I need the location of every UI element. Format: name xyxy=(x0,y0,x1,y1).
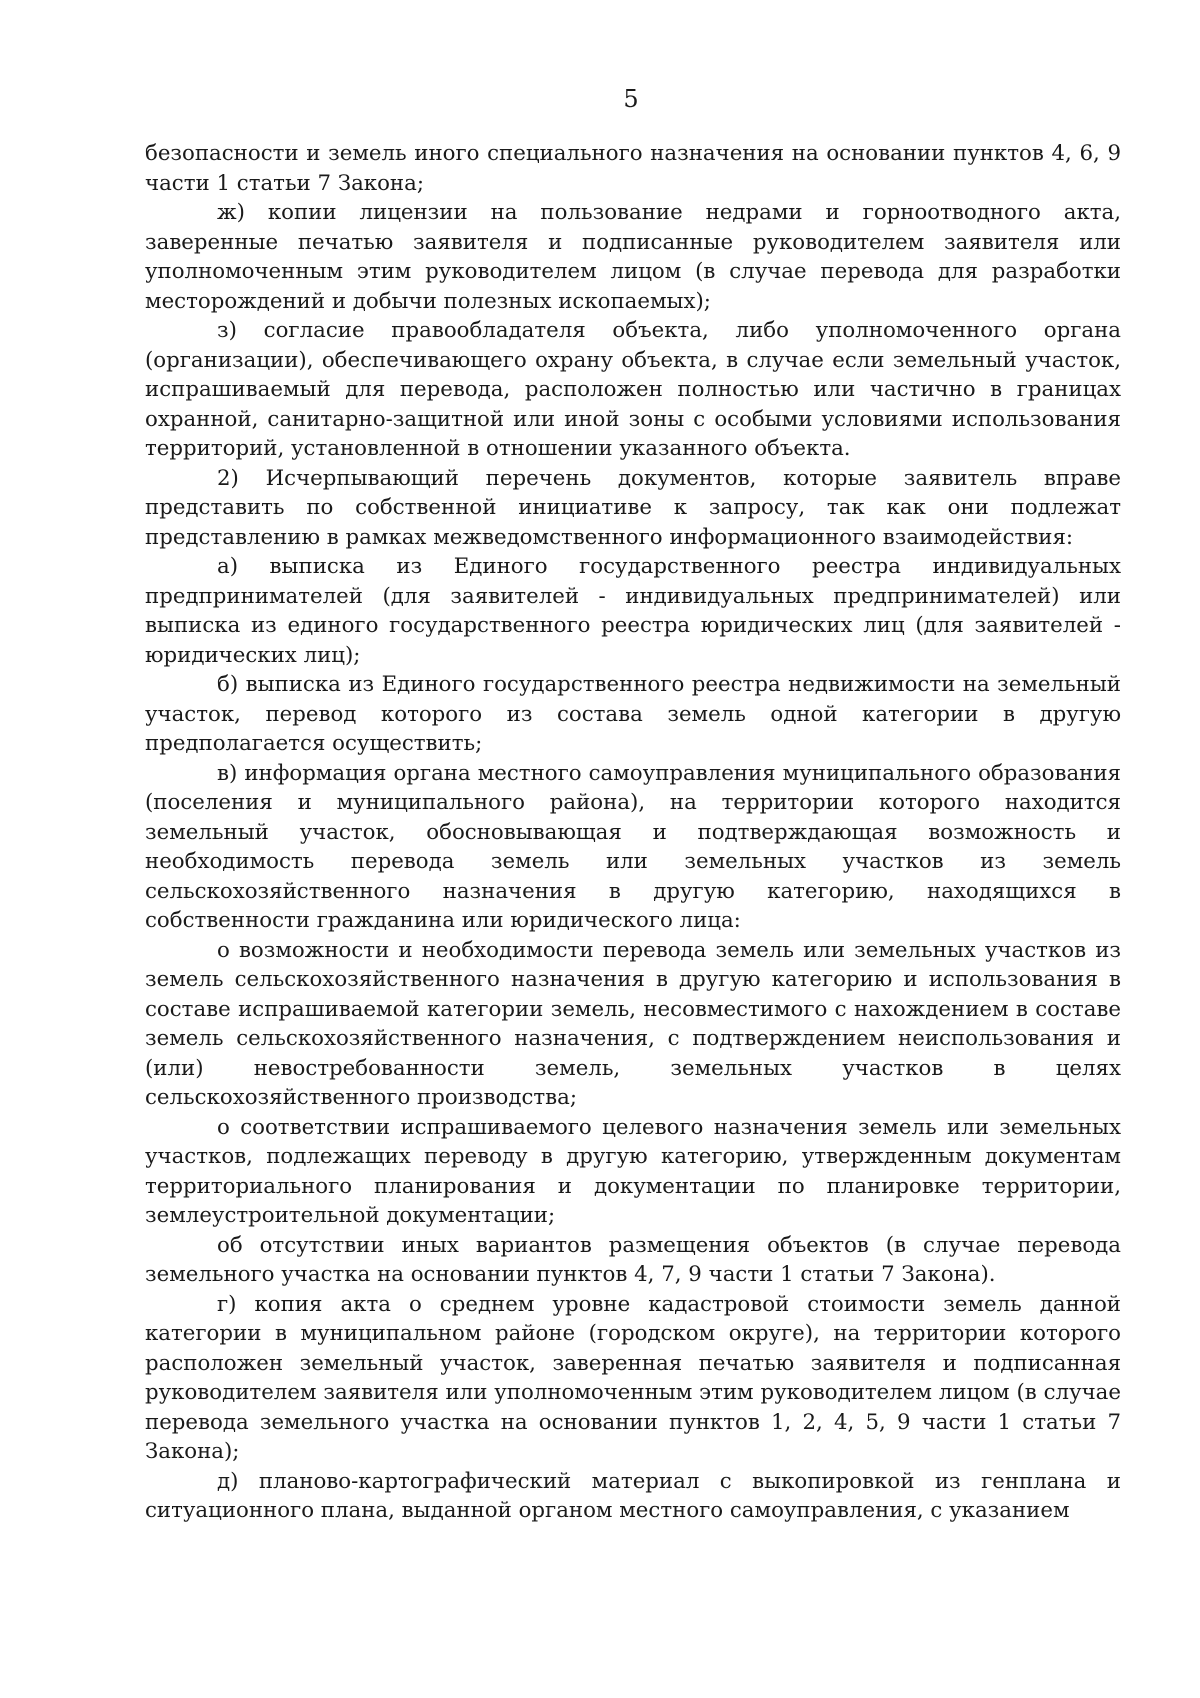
document-body xyxy=(145,139,1121,1526)
paragraph-item-a: а) выписка из Единого государственного реестра индивидуальных предпринимателей (для заявителей - индивидуальных предпринимателей) или выписка из единого государственного реестра юридических лиц (для заявителей - юридических лиц); xyxy=(145,554,1121,668)
paragraph-continuation: безопасности и земель иного специального назначения на основании пунктов 4, 6, 9 части 1 статьи 7 Закона; xyxy=(145,141,1121,196)
paragraph-item-b: б) выписка из Единого государственного реестра недвижимости на земельный участок, перевод которого из состава земель одной категории в другую предполагается осуществить; xyxy=(145,672,1121,756)
paragraph-item-d: д) планово-картографический материал с выкопировкой из генплана и ситуационного плана, выданной органом местного самоуправления, с указанием xyxy=(145,1468,1121,1523)
paragraph-section-2: 2) Исчерпывающий перечень документов, которые заявитель вправе представить по собственной инициативе к запросу, так как они подлежат представлению в рамках межведомственного информационного взаимодействия: xyxy=(145,465,1121,550)
paragraph-item-zh: ж) копии лицензии на пользование недрами и горноотводного акта, заверенные печатью заявителя и подписанные руководителем заявителя или уполномоченным этим руководителем лицом (в случае перевода для разработки месторождений и добычи полезных ископаемых); xyxy=(145,200,1121,314)
paragraph-item-v: в) информация органа местного самоуправления муниципального образования (поселения и муниципального района), на территории которого находится земельный участок, обосновывающая и подтверждающая возможность и необходимость перевода земель или земельных участков из земель сельскохозяйственного назначения в другую категорию, находящихся в собственности гражданина или юридического лица: xyxy=(145,760,1121,933)
paragraph-item-g: г) копия акта о среднем уровне кадастровой стоимости земель данной категории в муниципальном районе (городском округе), на территории которого расположен земельный участок, заверенная печатью заявителя и подписанная руководителем заявителя или уполномоченным этим руководителем лицом (в случае перевода земельного участка на основании пунктов 1, 2, 4, 5, 9 части 1 статьи 7 Закона); xyxy=(145,1291,1121,1464)
page-number: 5 xyxy=(623,85,639,113)
paragraph-item-v-sub2: о соответствии испрашиваемого целевого назначения земель или земельных участков, подлежащих переводу в другую категорию, утвержденным документам территориального планирования и документации по планировке территории, землеустроительной документации; xyxy=(145,1114,1121,1228)
paragraph-item-v-sub3: об отсутствии иных вариантов размещения объектов (в случае перевода земельного участка на основании пунктов 4, 7, 9 части 1 статьи 7 Закона). xyxy=(145,1232,1121,1287)
paragraph-item-z: з) согласие правообладателя объекта, либо уполномоченного органа (организации), обеспечивающего охрану объекта, в случае если земельный участок, испрашиваемый для перевода, расположен полностью или частично в границах охранной, санитарно-защитной или иной зоны с особыми условиями использования территорий, установленной в отношении указанного объекта. xyxy=(145,318,1121,461)
paragraph-item-v-sub1: о возможности и необходимости перевода земель или земельных участков из земель сельскохозяйственного назначения в другую категорию и использования в составе испрашиваемой категории земель, несовместимого с нахождением в составе земель сельскохозяйственного назначения, с подтверждением неиспользования и (или) невостребованности земель, земельных участков в целях сельскохозяйственного производства; xyxy=(145,937,1121,1110)
